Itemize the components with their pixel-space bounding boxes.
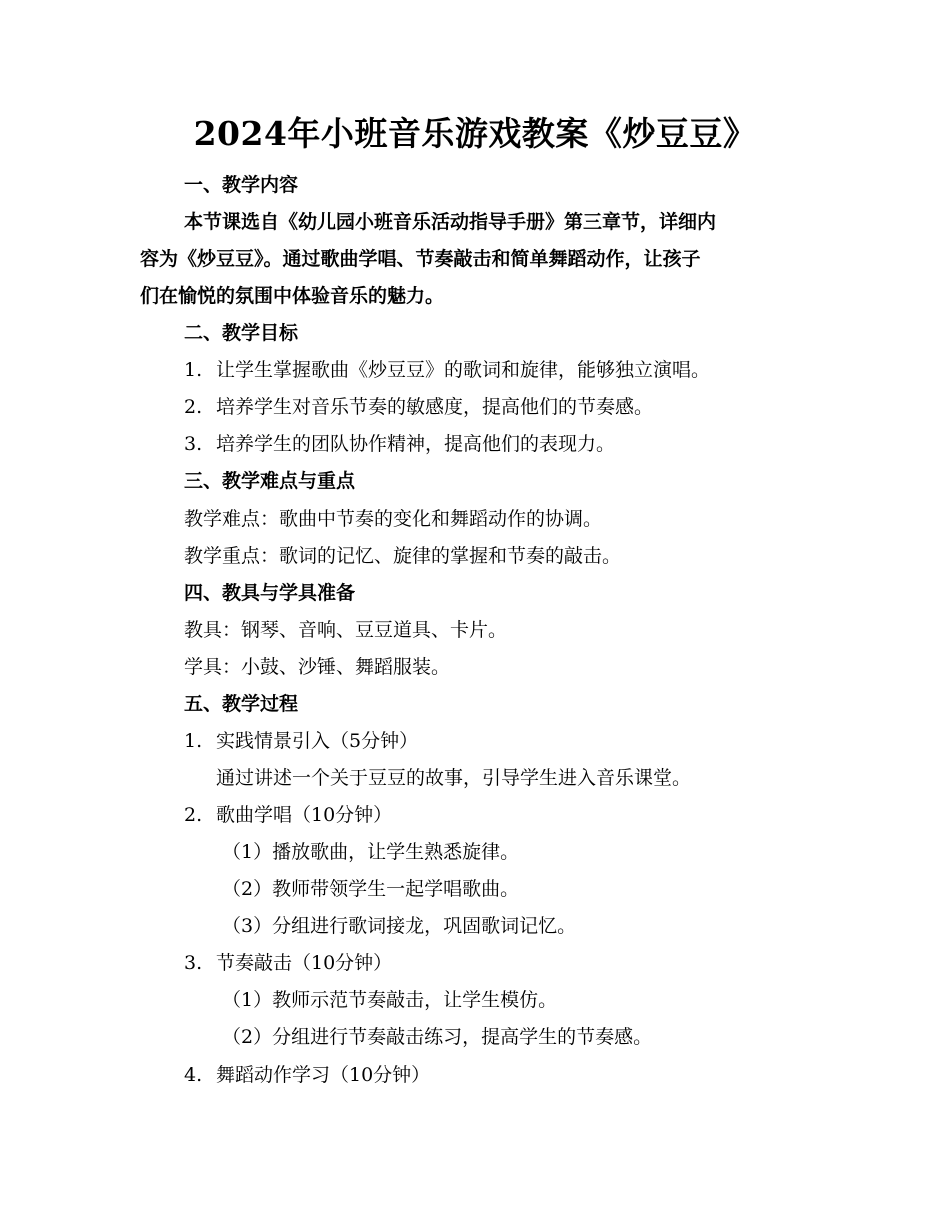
step-description: 通过讲述一个关于豆豆的故事，引导学生进入音乐课堂。 (216, 767, 692, 789)
section-paragraph-line: 本节课选自《幼儿园小班音乐活动指导手册》第三章节，详细内 (184, 211, 717, 233)
step-title: 舞蹈动作学习（10分钟） (216, 1064, 431, 1086)
section-heading-goals: 二、教学目标 (184, 322, 299, 344)
section-heading-content: 一、教学内容 (184, 174, 299, 196)
step-number: 1. (184, 730, 203, 752)
list-item-text: 培养学生对音乐节奏的敏感度，提高他们的节奏感。 (216, 396, 654, 418)
list-item-number: 1. (184, 359, 203, 381)
key-point-text: 教学重点：歌词的记忆、旋律的掌握和节奏的敲击。 (184, 545, 622, 567)
section-paragraph-line: 容为《炒豆豆》。通过歌曲学唱、节奏敲击和简单舞蹈动作，让孩子 (140, 248, 701, 270)
step-title: 节奏敲击（10分钟） (216, 952, 393, 974)
student-tools-text: 学具：小鼓、沙锤、舞蹈服装。 (184, 656, 451, 678)
step-number: 4. (184, 1064, 203, 1086)
difficulty-text: 教学难点：歌曲中节奏的变化和舞蹈动作的协调。 (184, 508, 603, 530)
list-item-text: 培养学生的团队协作精神，提高他们的表现力。 (216, 433, 616, 455)
step-substep: （2）分组进行节奏敲击练习，提高学生的节奏感。 (222, 1026, 653, 1048)
step-substep: （2）教师带领学生一起学唱歌曲。 (222, 878, 520, 900)
section-heading-difficulty: 三、教学难点与重点 (184, 470, 356, 492)
step-title: 歌曲学唱（10分钟） (216, 804, 393, 826)
step-number: 2. (184, 804, 203, 826)
section-heading-tools: 四、教具与学具准备 (184, 582, 356, 604)
step-substep: （3）分组进行歌词接龙，巩固歌词记忆。 (222, 915, 577, 937)
section-heading-process: 五、教学过程 (184, 693, 299, 715)
step-number: 3. (184, 952, 203, 974)
step-substep: （1）教师示范节奏敲击，让学生模仿。 (222, 989, 558, 1011)
teacher-tools-text: 教具：钢琴、音响、豆豆道具、卡片。 (184, 619, 508, 641)
document-title: 2024年小班音乐游戏教案《炒豆豆》 (193, 114, 757, 153)
step-substep: （1）播放歌曲，让学生熟悉旋律。 (222, 841, 520, 863)
section-paragraph-line: 们在愉悦的氛围中体验音乐的魅力。 (140, 285, 445, 307)
list-item-number: 2. (184, 396, 203, 418)
list-item-text: 让学生掌握歌曲《炒豆豆》的歌词和旋律，能够独立演唱。 (216, 359, 711, 381)
list-item-number: 3. (184, 433, 203, 455)
step-title: 实践情景引入（5分钟） (216, 730, 419, 752)
